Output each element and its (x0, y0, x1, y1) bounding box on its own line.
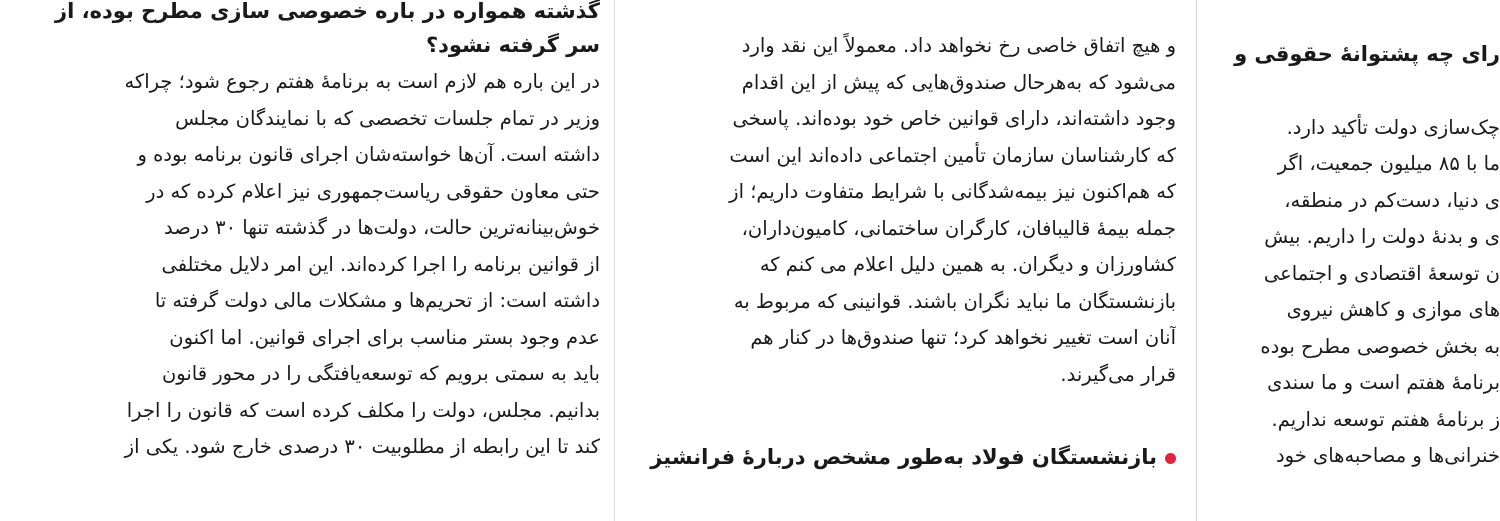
paragraph-line: کند تا این رابطه از مطلوبیت ۳۰ درصدی خارج شود. یکی از (124, 435, 600, 458)
paragraph-line: وجود داشته‌اند، دارای قوانین خاص خود بوده‌اند. پاسخی (732, 107, 1176, 130)
paragraph-line: ز برنامهٔ هفتم توسعه نداریم. (1271, 407, 1500, 431)
paragraph-line: کشاورزان و دیگران. به همین دلیل اعلام می‌ کنم که (759, 253, 1176, 276)
paragraph-line: ما با ۸۵ میلیون جمعیت، اگر (1277, 152, 1500, 175)
paragraph-line: بازنشستگان ما نباید نگران باشند. قوانینی که مربوط به (733, 289, 1176, 313)
paragraph-line: ن توسعهٔ اقتصادی و اجتماعی (1263, 261, 1500, 285)
article-column-middle (628, 0, 1176, 476)
paragraph-line: که هم‌اکنون نیز بیمه‌شدگانی با شرایط متفاوت داریم؛ از (729, 180, 1176, 203)
paragraph-line: ی دنیا، دست‌کم در منطقه، (1284, 188, 1500, 212)
paragraph-line: آنان است تغییر نخواهد کرد؛ تنها صندوق‌ها در کنار هم (750, 326, 1176, 349)
section-heading-line-1: گذشته همواره در باره خصوصی سازی مطرح بوده، از (55, 0, 600, 23)
column-divider (614, 0, 615, 521)
paragraph-line: در این باره هم لازم است به برنامهٔ هفتم رجوع شود؛ چراکه (124, 70, 600, 93)
paragraph-line: عدم وجود بستر مناسب برای اجرای قوانین. اما اکنون (169, 325, 600, 349)
paragraph-line: چک‌سازی دولت تأکید دارد. (1286, 115, 1500, 139)
paragraph-line: ی و بدنهٔ دولت را داریم. بیش (1264, 225, 1500, 248)
paragraph-line: و هیچ اتفاق خاصی رخ نخواهد داد. معمولاً این نقد وارد (741, 34, 1176, 57)
section-heading-line: رای چه پشتوانهٔ حقوقی و (1234, 42, 1500, 66)
paragraph-line: وزیر در تمام جلسات تخصصی که با نمایندگان مجلس (175, 106, 600, 130)
paragraph-line: حتی معاون حقوقی ریاست‌جمهوری نیز اعلام کرده که در (146, 179, 600, 203)
bullet-heading (628, 439, 1176, 476)
bullet-heading-text: بازنشستگان فولاد به‌طور مشخص دربارهٔ فرانشیز (650, 445, 1157, 469)
paragraph-line: جمله بیمهٔ قالیبافان، کارگران ساختمانی، کامیون‌داران، (741, 216, 1176, 240)
paragraph-line: های موازی و کاهش نیروی (1286, 298, 1500, 321)
paragraph-line: که کارشناسان سازمان تأمین اجتماعی داده‌اند این است (729, 143, 1176, 167)
paragraph-line: داشته است: از تحریم‌ها و مشکلات مالی دولت گرفته تا (154, 289, 600, 312)
paragraph-line: قرار می‌گیرند. (1060, 362, 1176, 386)
paragraph-line: می‌شود که به‌هرحال صندوق‌هایی که پیش از این اقدام (741, 70, 1176, 94)
article-column-right (1214, 0, 1500, 475)
column-divider (1196, 0, 1197, 521)
paragraph-line: برنامهٔ هفتم است و ما سندی (1267, 371, 1500, 394)
paragraph-line: خنرانی‌ها و مصاحبه‌های خود (1275, 444, 1500, 467)
paragraph-line: باید به سمتی برویم که توسعه‌یافتگی را در محور قانون (161, 362, 600, 385)
paragraph-line: خوش‌بینانه‌ترین حالت، دولت‌ها در گذشته تنها ۳۰ درصد (164, 216, 600, 239)
paragraph-line: داشته است. آن‌ها خواسته‌شان اجرای قانون برنامه بوده و (137, 143, 600, 166)
bullet-dot-icon (1165, 453, 1176, 464)
paragraph-line: به بخش خصوصی مطرح بوده (1260, 334, 1500, 358)
paragraph-line: از قوانین برنامه را اجرا کرده‌اند. این امر دلایل مختلفی (161, 252, 600, 276)
article-column-left (0, 0, 600, 466)
section-heading-line-2: سر گرفته نشود؟ (425, 33, 600, 57)
paragraph-line: بدانیم. مجلس، دولت را مکلف کرده است که قانون را اجرا (126, 398, 600, 422)
